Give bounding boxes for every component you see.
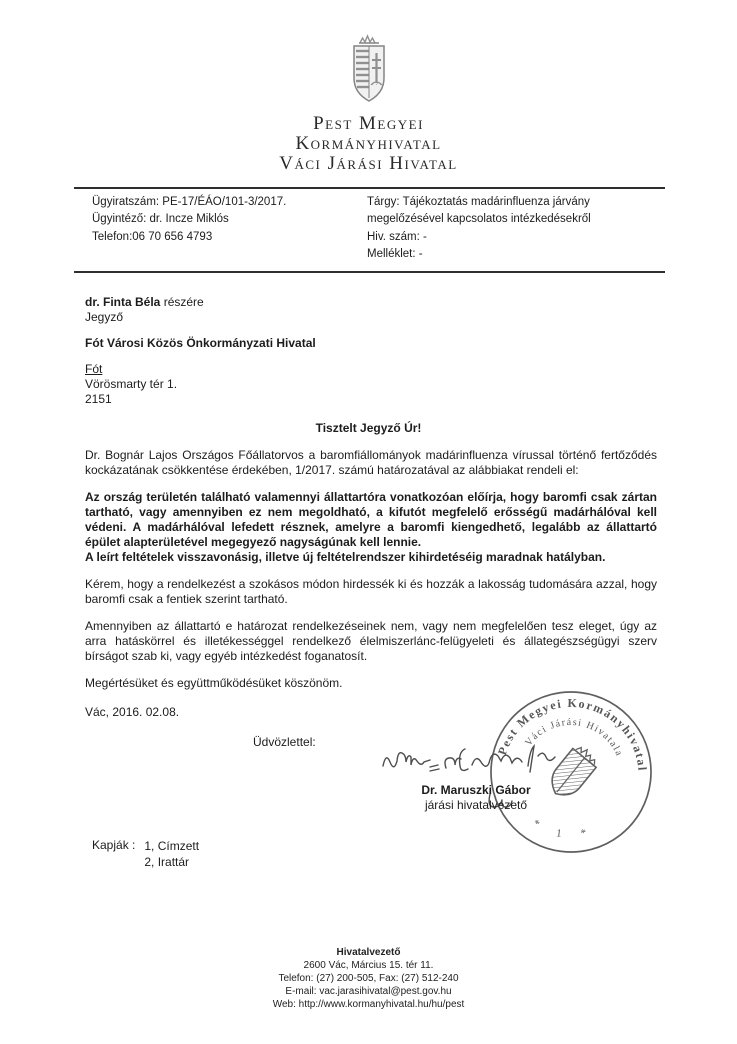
clerk-name: Ügyintéző: dr. Incze Miklós <box>92 213 229 226</box>
letterhead <box>0 0 737 174</box>
attachment-line: Melléklet: - <box>367 248 423 261</box>
salutation: Tisztelt Jegyző Úr! <box>315 420 422 435</box>
distribution-item-2: 2, Irattár <box>144 855 190 870</box>
recipient-name-line <box>85 295 657 310</box>
recipient-zip: 2151 <box>85 391 112 406</box>
reference-right-column <box>367 194 655 264</box>
organization-name <box>0 114 737 174</box>
signer-title: járási hivatalvezető <box>424 798 528 812</box>
paragraph-intro: Dr. Bognár Lajos Országos Főállatorvos a baromfiállományok madárinfluenza vírussal történő fertőződés kockázatának csökkentése érdekében, 1/2017. számú határozatával az alábbiakat rendeli el: <box>85 447 657 477</box>
date-line: Vác, 2016. 02.08. <box>85 704 180 719</box>
stamp-bottom-text: * 1 * <box>530 817 597 842</box>
org-line-2: Kormányhivatal <box>295 133 442 154</box>
recipient-title: Jegyző <box>85 309 124 324</box>
stamp-inner-text: Váci Járási Hivatala <box>523 716 625 759</box>
reference-left-column <box>92 194 357 264</box>
recipient-name-suffix: részére <box>160 294 204 309</box>
subject-line: Tárgy: Tájékoztatás madárinfluenza járvány megelőzésével kapcsolatos intézkedésekről <box>367 196 591 226</box>
footer-office-title: Hivatalvezető <box>336 947 401 958</box>
paragraph-request: Kérem, hogy a rendelkezést a szokásos módon hirdessék ki és hozzák a lakosság tudomására azzal, hogy baromfi csak a fentiek szerint tartható. <box>85 576 657 606</box>
paragraph-order <box>85 490 657 565</box>
distribution-list <box>92 838 199 870</box>
recipient-block <box>85 295 657 407</box>
org-line-3: Váci Járási Hivatal <box>279 153 458 174</box>
signer-name: Dr. Maruszki Gábor <box>421 783 531 797</box>
order-validity-text: A leírt feltételek visszavonásig, illetve új feltételrendszer kihirdetéséig maradnak hatályban. <box>85 549 606 564</box>
official-round-stamp <box>476 677 665 866</box>
footer-email: E-mail: vac.jarasihivatal@pest.gov.hu <box>285 986 452 997</box>
recipient-city: Fót <box>85 361 103 376</box>
case-number: Ügyiratszám: PE-17/ÉÁO/101-3/2017. <box>92 196 287 208</box>
reference-number: Hiv. szám: - <box>367 230 427 243</box>
hungary-coat-of-arms-icon <box>341 33 397 109</box>
order-text: Az ország területén található valamennyi állattartóra vonatkozóan előírja, hogy baromfi csak zártan tartható, vagy amennyiben ez nem megoldható, a kifutót megfelelő erősségű madárhálóval kell védeni. A madárhálóval lefedett résznek, amelyre a baromfi kiengedhető, legalább az állattartó épület alapterületével megegyező nagyságúnak kell lennie. <box>85 489 657 549</box>
recipient-name: dr. Finta Béla <box>85 294 161 309</box>
distribution-label: Kapják : <box>92 838 136 852</box>
footer-address: 2600 Vác, Március 15. tér 11. <box>303 960 434 971</box>
phone-number: Telefon:06 70 656 4793 <box>92 230 213 243</box>
distribution-items <box>144 838 199 870</box>
distribution-item-1: 1, Címzett <box>144 839 200 853</box>
closing-phrase: Üdvözlettel: <box>253 734 316 749</box>
paragraph-penalty: Amennyiben az állattartó e határozat rendelkezéseinek nem, vagy nem megfelelően tesz eleget, úgy az arra hatáskörrel és illetékességgel rendelkező élelmiszerlánc-felügyeleti és állategészségügyi szerv bírságot szab ki, vagy egyéb intézkedést foganatosít. <box>85 618 657 663</box>
footer-phone-fax: Telefon: (27) 200-505, Fax: (27) 512-240 <box>278 973 459 984</box>
office-footer <box>0 946 737 1011</box>
stamp-outer-text: Pest Megyei Kormányhivatal <box>494 695 650 773</box>
recipient-office: Fót Városi Közös Önkormányzati Hivatal <box>85 335 316 350</box>
stamp-coat-of-arms-icon <box>544 742 601 803</box>
reference-block <box>74 187 665 273</box>
footer-web: Web: http://www.kormanyhivatal.hu/hu/pest <box>272 999 465 1010</box>
paragraph-thanks: Megértésüket és együttműködésüket köszönöm. <box>85 675 343 690</box>
recipient-street: Vörösmarty tér 1. <box>85 376 178 391</box>
org-line-1: Pest Megyei <box>313 113 424 134</box>
